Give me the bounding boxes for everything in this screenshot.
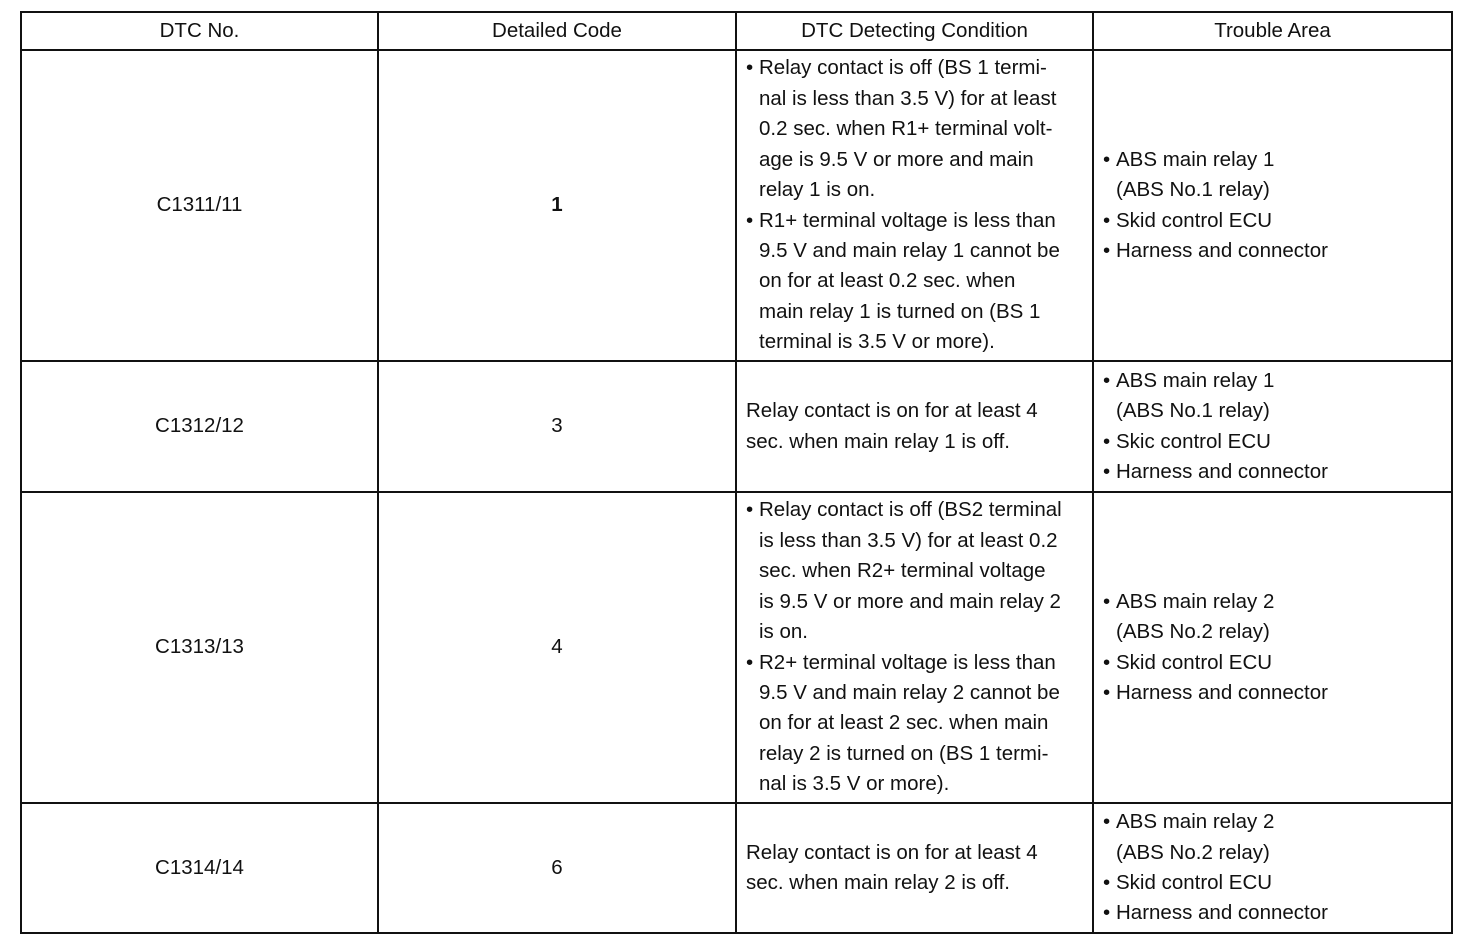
dtc-table — [20, 11, 1453, 934]
trouble-area — [1093, 492, 1452, 803]
area-item: • Harness and connector — [1103, 457, 1445, 487]
area-item: • Skic control ECU — [1103, 427, 1445, 457]
area-item: • ABS main relay 1 (ABS No.1 relay) — [1103, 145, 1445, 206]
trouble-area — [1093, 803, 1452, 933]
header-detecting-condition: DTC Detecting Condition — [736, 12, 1093, 50]
table-row — [21, 803, 1452, 933]
bullet-icon: • — [746, 208, 754, 232]
area-item: • Skid control ECU — [1103, 648, 1445, 678]
condition-item: • Relay contact is off (BS2 terminal is less than 3.5 V) for at least 0.2 sec. when R2+ terminal voltage is 9.5 V or more and main relay 2 is on. — [746, 495, 1086, 647]
detailed-code: 1 — [378, 50, 736, 361]
table-row — [21, 50, 1452, 361]
detecting-condition: Relay contact is on for at least 4 sec. when main relay 1 is off. — [736, 361, 1093, 492]
table-row — [21, 492, 1452, 803]
bullet-icon: • — [1103, 650, 1111, 674]
dtc-code: C1313/13 — [21, 492, 378, 803]
area-item: • Harness and connector — [1103, 236, 1445, 266]
detailed-code: 3 — [378, 361, 736, 492]
dtc-code: C1314/14 — [21, 803, 378, 933]
area-item: • Harness and connector — [1103, 678, 1445, 708]
dtc-code: C1312/12 — [21, 361, 378, 492]
header-row — [21, 12, 1452, 50]
area-item: • Harness and connector — [1103, 898, 1445, 928]
bullet-icon: • — [1103, 680, 1111, 704]
area-item: • ABS main relay 2 (ABS No.2 relay) — [1103, 807, 1445, 868]
area-item: • ABS main relay 1 (ABS No.1 relay) — [1103, 366, 1445, 427]
bullet-icon: • — [1103, 208, 1111, 232]
area-item: • ABS main relay 2 (ABS No.2 relay) — [1103, 587, 1445, 648]
header-trouble-area: Trouble Area — [1093, 12, 1452, 50]
detecting-condition — [736, 50, 1093, 361]
header-detailed-code: Detailed Code — [378, 12, 736, 50]
bullet-icon: • — [1103, 147, 1111, 171]
condition-item: • R2+ terminal voltage is less than 9.5 V and main relay 2 cannot be on for at least 2 sec. when main relay 2 is turned on (BS 1 termi- nal is 3.5 V or more). — [746, 648, 1086, 800]
bullet-icon: • — [1103, 589, 1111, 613]
bullet-icon: • — [1103, 368, 1111, 392]
trouble-area — [1093, 50, 1452, 361]
bullet-icon: • — [1103, 459, 1111, 483]
detailed-code: 6 — [378, 803, 736, 933]
detecting-condition: Relay contact is on for at least 4 sec. when main relay 2 is off. — [736, 803, 1093, 933]
detailed-code: 4 — [378, 492, 736, 803]
header-dtc-no: DTC No. — [21, 12, 378, 50]
bullet-icon: • — [746, 650, 754, 674]
trouble-area — [1093, 361, 1452, 492]
table-row — [21, 361, 1452, 492]
area-item: • Skid control ECU — [1103, 868, 1445, 898]
bullet-icon: • — [1103, 810, 1111, 834]
dtc-code: C1311/11 — [21, 50, 378, 361]
bullet-icon: • — [1103, 901, 1111, 925]
bullet-icon: • — [746, 56, 754, 80]
condition-item: • Relay contact is off (BS 1 termi- nal is less than 3.5 V) for at least 0.2 sec. when R1+ terminal volt- age is 9.5 V or more and main relay 1 is on. — [746, 53, 1086, 205]
detecting-condition — [736, 492, 1093, 803]
bullet-icon: • — [1103, 871, 1111, 894]
bullet-icon: • — [746, 498, 754, 522]
area-item: • Skid control ECU — [1103, 206, 1445, 236]
bullet-icon: • — [1103, 238, 1111, 262]
condition-item: • R1+ terminal voltage is less than 9.5 V and main relay 1 cannot be on for at least 0.2 sec. when main relay 1 is turned on (BS 1 terminal is 3.5 V or more). — [746, 206, 1086, 358]
bullet-icon: • — [1103, 429, 1111, 453]
